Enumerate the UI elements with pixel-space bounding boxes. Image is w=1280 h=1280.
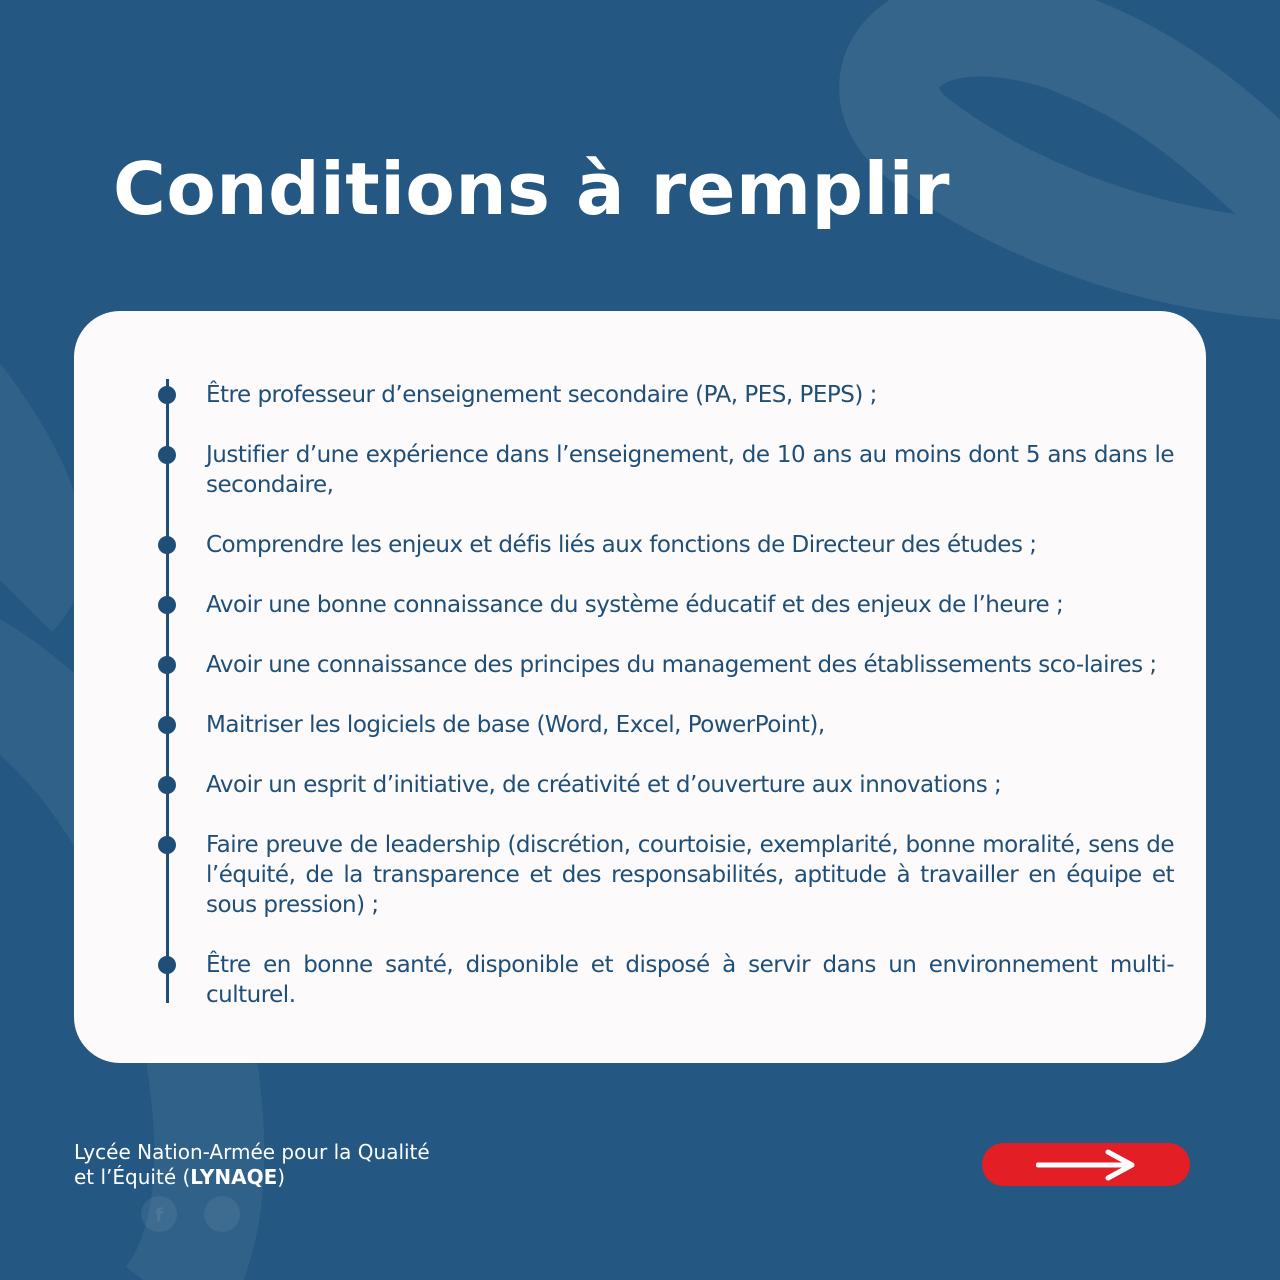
bullet-dot (158, 836, 176, 854)
organization-name-line1: Lycée Nation-Armée pour la Qualité (74, 1140, 430, 1164)
bullet-dot (158, 446, 176, 464)
conditions-card (74, 311, 1206, 1063)
organization-acronym: LYNAQE (190, 1165, 278, 1189)
condition-item (206, 950, 1174, 1010)
bullet-dot (158, 656, 176, 674)
bullet-dot (158, 386, 176, 404)
arrow-right-icon (1036, 1149, 1136, 1181)
condition-text: Avoir une connaissance des principes du management des établissements sco-laires ; (206, 652, 1157, 678)
bullet-dot (158, 716, 176, 734)
condition-item (206, 440, 1174, 500)
condition-item (206, 830, 1174, 920)
condition-text: Être en bonne santé, disponible et disposé à servir dans un environnement multi-culturel. (206, 952, 1174, 1008)
page-title: Conditions à remplir (113, 147, 950, 231)
organization-name-line2: et l’Équité (LYNAQE) (74, 1165, 286, 1189)
bullet-dot (158, 536, 176, 554)
facebook-icon[interactable] (141, 1196, 177, 1232)
social-icon[interactable] (204, 1196, 240, 1232)
condition-text: Justifier d’une expérience dans l’enseignement, de 10 ans au moins dont 5 ans dans le secondaire, (206, 442, 1174, 498)
bullet-dot (158, 776, 176, 794)
footer-organization (74, 1140, 430, 1190)
condition-item (206, 770, 1174, 800)
condition-text: Avoir une bonne connaissance du système éducatif et des enjeux de l’heure ; (206, 592, 1064, 618)
condition-text: Faire preuve de leadership (discrétion, courtoisie, exemplarité, bonne moralité, sens de l’équité, de la transparence et des responsabilités, aptitude à travailler en équipe et sous pression) ; (206, 832, 1174, 918)
bullet-dot (158, 596, 176, 614)
condition-text: Maitriser les logiciels de base (Word, Excel, PowerPoint), (206, 712, 825, 738)
condition-text: Être professeur d’enseignement secondaire (PA, PES, PEPS) ; (206, 382, 877, 408)
condition-text: Comprendre les enjeux et défis liés aux fonctions de Directeur des études ; (206, 532, 1037, 558)
condition-item (206, 710, 1174, 740)
condition-item (206, 380, 1174, 410)
bullet-dot (158, 956, 176, 974)
condition-item (206, 530, 1174, 560)
condition-item (206, 650, 1174, 680)
condition-text: Avoir un esprit d’initiative, de créativité et d’ouverture aux innovations ; (206, 772, 1002, 798)
svg-text:f: f (155, 1205, 163, 1226)
timeline-line (166, 379, 169, 1003)
next-button[interactable] (982, 1143, 1190, 1186)
condition-item (206, 590, 1174, 620)
